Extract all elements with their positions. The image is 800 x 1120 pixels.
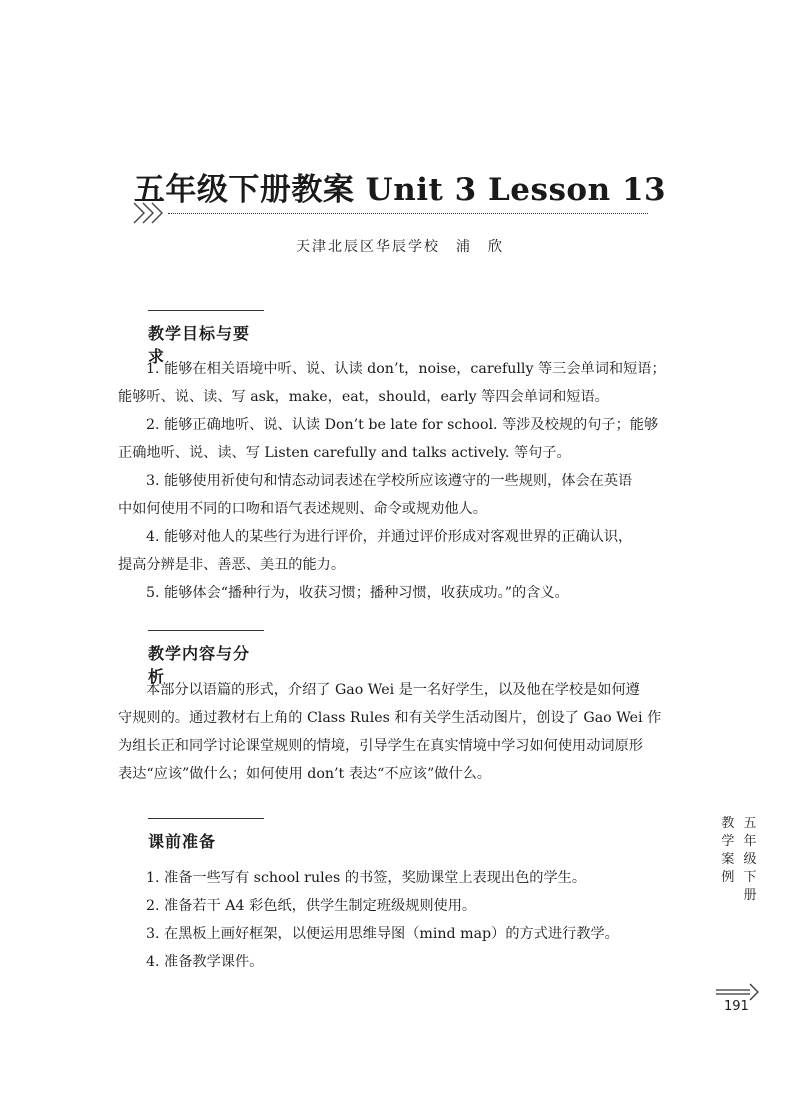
section-rule <box>148 630 264 631</box>
author-line: 天津北辰区华辰学校 浦 欣 <box>296 239 504 255</box>
side-tab-grade: 五 年 级 下 册 <box>743 816 757 903</box>
text-line: 3. 在黑板上画好框架，以便运用思维导图（mind map）的方式进行教学。 <box>146 926 619 942</box>
text-line: 1. 准备一些写有 school rules 的书签，奖励课堂上表现出色的学生。 <box>146 870 587 886</box>
text-line: 2. 准备若干 A4 彩色纸，供学生制定班级规则使用。 <box>146 898 477 914</box>
chevron-right-icon <box>130 198 170 228</box>
text-line: 正确地听、说、读、写 Listen carefully and talks actively. 等句子。 <box>118 445 571 461</box>
preparation-list <box>118 864 698 976</box>
section-title: 课前准备 <box>148 832 217 851</box>
text-line: 1. 能够在相关语境中听、说、认读 don’t，noise，carefully 等三会单词和短语； <box>146 361 666 377</box>
text-line: 5. 能够体会“播种行为，收获习惯；播种习惯，收获成功。”的含义。 <box>146 585 569 601</box>
text-line: 中如何使用不同的口吻和语气表述规则、命令或规劝他人。 <box>118 501 487 517</box>
text-line: 2. 能够正确地听、说、认读 Don’t be late for school. 等涉及校规的句子；能够 <box>146 417 659 433</box>
text-line: 提高分辨是非、善恶、美丑的能力。 <box>118 557 346 573</box>
section-rule <box>148 310 264 311</box>
text-line: 能够听、说、读、写 ask，make，eat，should，early 等四会单词和短语。 <box>118 389 609 405</box>
objectives-list <box>118 355 698 607</box>
side-tab-category: 教 学 案 例 <box>721 816 735 885</box>
text-line: 4. 准备教学课件。 <box>146 954 264 970</box>
section-rule <box>148 818 264 819</box>
text-line: 4. 能够对他人的某些行为进行评价，并通过评价形成对客观世界的正确认识， <box>146 529 633 545</box>
analysis-paragraph <box>118 676 698 788</box>
page-number: 191 <box>724 999 749 1014</box>
text-line: 本部分以语篇的形式，介绍了 Gao Wei 是一名好学生，以及他在学校是如何遵 <box>146 682 640 698</box>
text-line: 守规则的。通过教材右上角的 Class Rules 和有关学生活动图片，创设了 Gao Wei 作 <box>118 710 662 726</box>
section-title: 教学内容与分析 <box>148 644 251 686</box>
text-line: 为组长正和同学讨论课堂规则的情境，引导学生在真实情境中学习如何使用动词原形 <box>118 738 643 754</box>
section-title: 教学目标与要求 <box>148 324 251 366</box>
text-line: 表达“应该”做什么；如何使用 don’t 表达“不应该”做什么。 <box>118 766 491 782</box>
text-line: 3. 能够使用祈使句和情态动词表述在学校所应该遵守的一些规则，体会在英语 <box>146 473 633 489</box>
page-title: 五年级下册教案 Unit 3 Lesson 13 <box>133 172 667 208</box>
title-divider <box>168 213 648 214</box>
side-tab <box>716 815 762 905</box>
page-number-tab <box>714 980 774 1020</box>
section-heading-preparation <box>148 818 264 852</box>
